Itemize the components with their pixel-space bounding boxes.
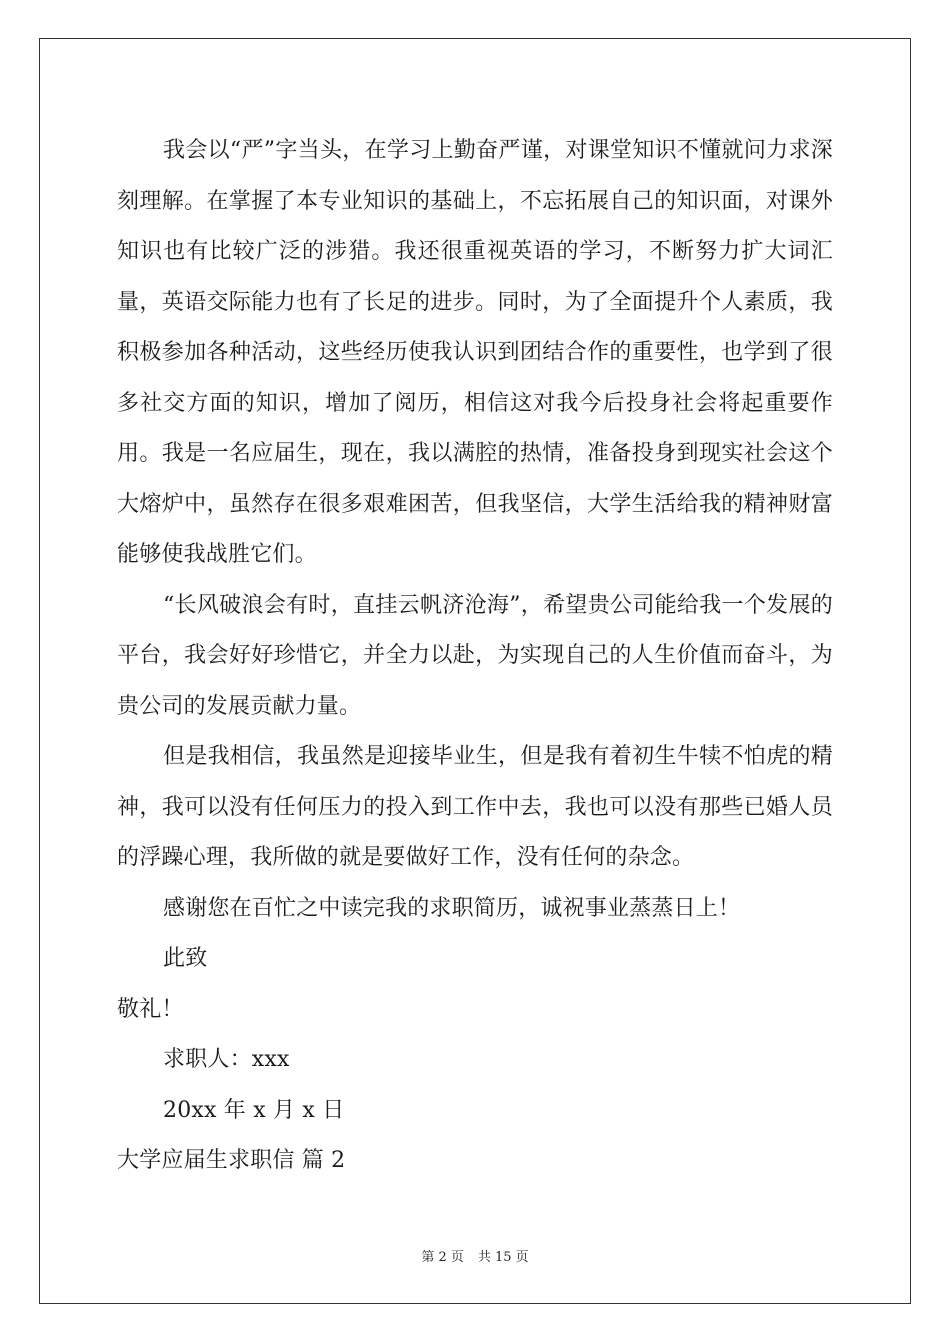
paragraph-4: 感谢您在百忙之中读完我的求职简历，诚祝事业蒸蒸日上！ [163, 895, 741, 921]
paragraph-1: 我会以“严”字当头，在学习上勤奋严谨，对课堂知识不懂就问力求深刻理解。在掌握了本专业知识的基础上，不忘拓展自己的知识面，对课外知识也有比较广泛的涉猎。我还很重视英语的学习，不断努力扩大词汇量，英语交际能力也有了长足的进步。同时，为了全面提升个人素质，我积极参加各种活动，这些经历使我认识到团结合作的重要性，也学到了很多社交方面的知识，增加了阅历，相信这对我今后投身社会将起重要作用。我是一名应届生，现在，我以满腔的热情，准备投身到现实社会这个大熔炉中，虽然存在很多艰难困苦，但我坚信，大学生活给我的精神财富能够使我战胜它们。 [117, 138, 833, 567]
section-title: 大学应届生求职信 篇 2 [117, 1148, 346, 1173]
page-total: 共 15 页 [477, 1250, 529, 1265]
paragraph-3: 但是我相信，我虽然是迎接毕业生，但是我有着初生牛犊不怕虎的精神，我可以没有任何压力的投入到工作中去，我也可以没有那些已婚人员的浮躁心理，我所做的就是要做好工作，没有任何的杂念。 [117, 744, 833, 870]
document-body [117, 126, 833, 1187]
page-footer [0, 1246, 950, 1265]
closing-line: 此致 [163, 946, 208, 971]
page-number: 第 2 页 [421, 1250, 464, 1265]
salute-line: 敬礼！ [117, 996, 184, 1022]
signature-line: 求职人：xxx [163, 1047, 290, 1072]
date-line: 20xx 年 x 月 x 日 [163, 1097, 345, 1123]
paragraph-2: “长风破浪会有时，直挂云帆济沧海”，希望贵公司能给我一个发展的平台，我会好好珍惜它，并全力以赴，为实现自己的人生价值而奋斗，为贵公司的发展贡献力量。 [117, 592, 833, 719]
